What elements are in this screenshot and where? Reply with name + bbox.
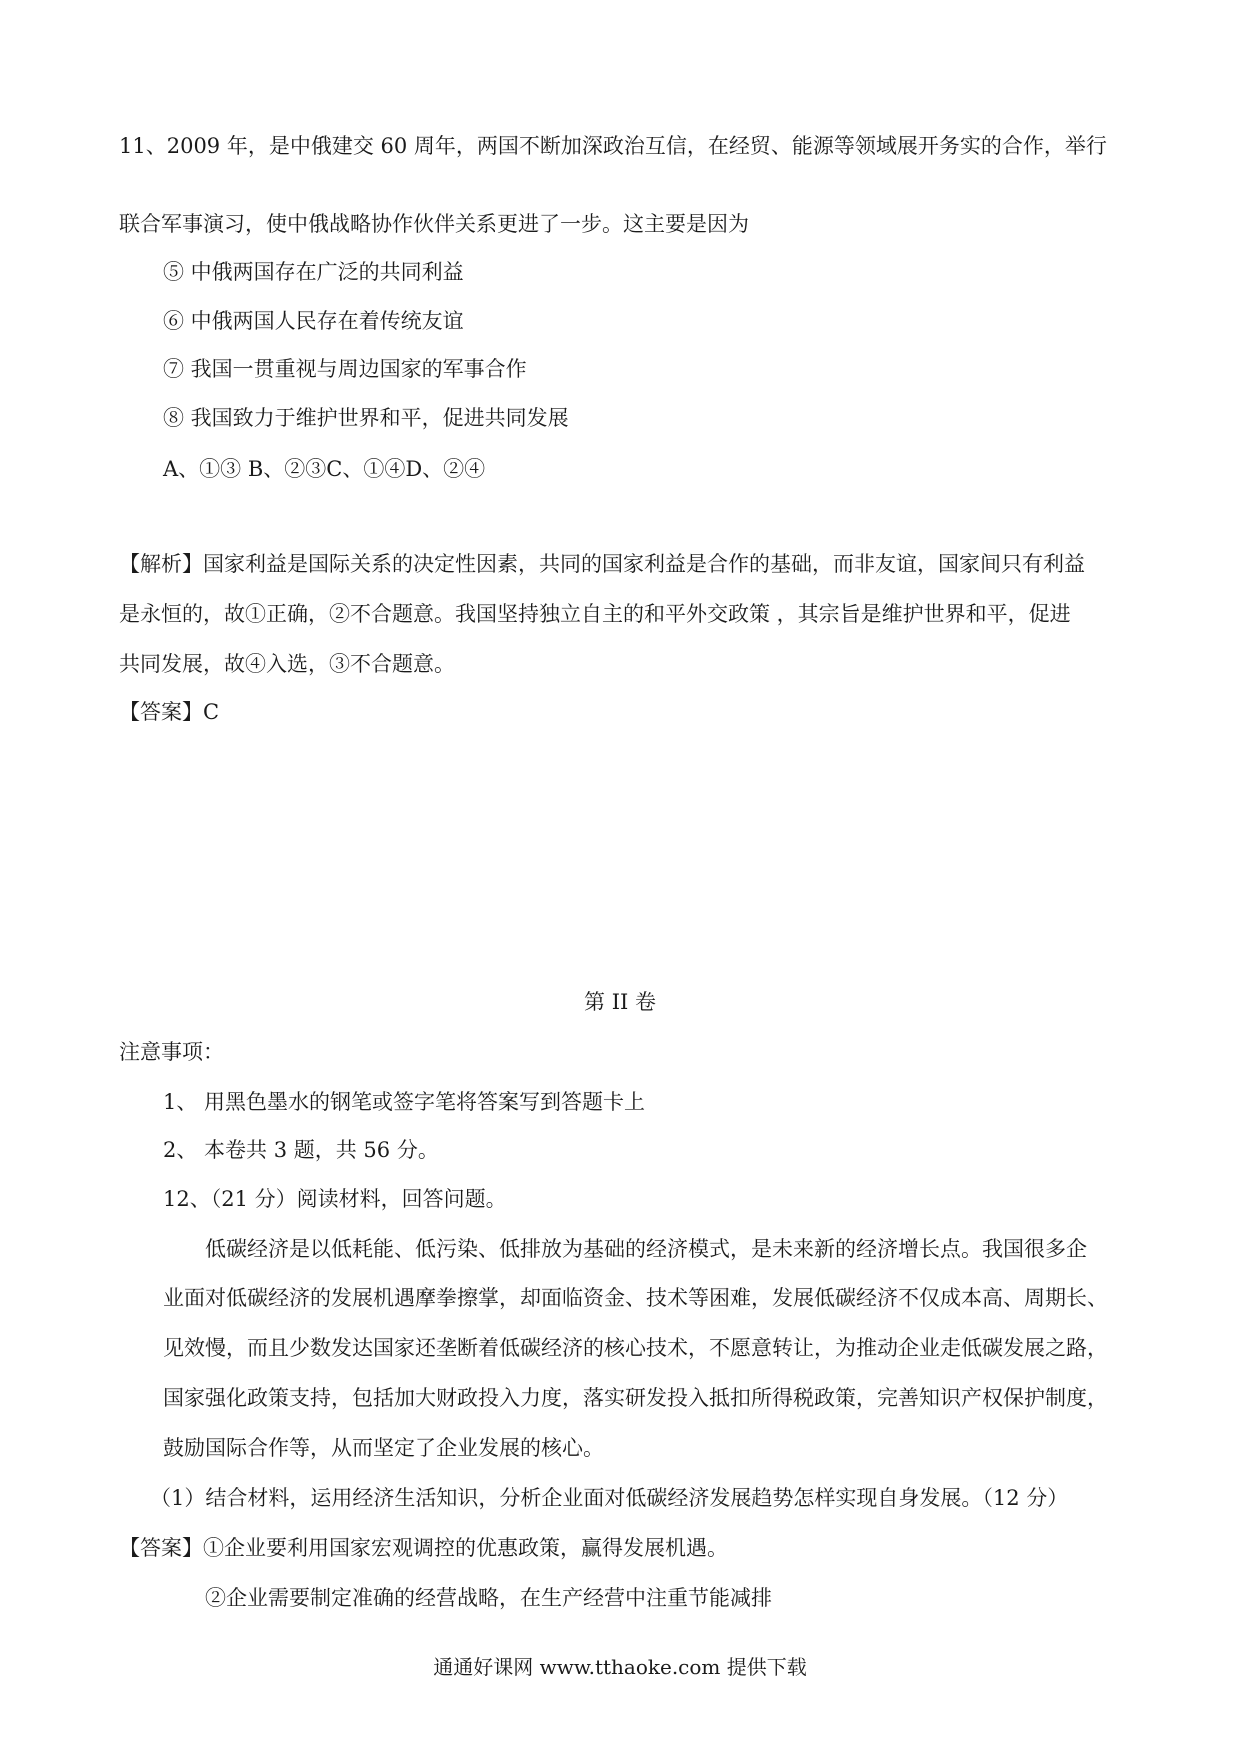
question-12-answer-continued: ②企业需要制定准确的经营战略，在生产经营中注重节能减排: [205, 1586, 772, 1610]
page-footer: 通通好课网 www.tthaoke.com 提供下载: [433, 1655, 807, 1679]
question-11-stem: 11、2009 年，是中俄建交 60 周年，两国不断加深政治互信，在经贸、能源等领域展开务实的合作，举行: [119, 134, 1107, 158]
question-12-material: 低碳经济是以低耗能、低污染、低排放为基础的经济模式，是未来新的经济增长点。我国很多企: [205, 1237, 1087, 1261]
notice-item: 1、 用黑色墨水的钢笔或签字笔将答案写到答题卡上: [163, 1090, 646, 1114]
notice-title: 注意事项：: [119, 1040, 224, 1064]
question-11-analysis: 【解析】国家利益是国际关系的决定性因素，共同的国家利益是合作的基础，而非友谊，国家间只有利益: [119, 552, 1085, 576]
question-12-material: 见效慢，而且少数发达国家还垄断着低碳经济的核心技术，不愿意转让，为推动企业走低碳发展之路，: [163, 1336, 1108, 1360]
question-11-choices: A、①③ B、②③C、①④D、②④: [163, 457, 486, 481]
question-11-option: ⑤ 中俄两国存在广泛的共同利益: [163, 260, 464, 284]
question-11-stem-continued: 联合军事演习，使中俄战略协作伙伴关系更进了一步。这主要是因为: [119, 212, 749, 236]
question-11-analysis: 共同发展，故④入选，③不合题意。: [119, 652, 455, 676]
question-12-material: 业面对低碳经济的发展机遇摩拳擦掌，却面临资金、技术等困难，发展低碳经济不仅成本高、周期长、: [163, 1286, 1108, 1310]
question-12-material: 国家强化政策支持，包括加大财政投入力度，落实研发投入抵扣所得税政策，完善知识产权保护制度，: [163, 1386, 1108, 1410]
question-12-head: 12、（21 分）阅读材料，回答问题。: [163, 1187, 507, 1211]
question-12-answer: 【答案】①企业要利用国家宏观调控的优惠政策，赢得发展机遇。: [119, 1536, 728, 1560]
notice-item: 2、 本卷共 3 题，共 56 分。: [163, 1138, 439, 1162]
question-11-option: ⑧ 我国致力于维护世界和平，促进共同发展: [163, 406, 569, 430]
question-12-sub-question: （1）结合材料，运用经济生活知识，分析企业面对低碳经济发展趋势怎样实现自身发展。（12 分）: [150, 1486, 1069, 1510]
section-title: 第 II 卷: [584, 990, 656, 1014]
question-11-analysis: 是永恒的，故①正确，②不合题意。我国坚持独立自主的和平外交政策 ，其宗旨是维护世界和平，促进: [119, 602, 1071, 626]
question-11-option: ⑥ 中俄两国人民存在着传统友谊: [163, 309, 464, 333]
question-11-option: ⑦ 我国一贯重视与周边国家的军事合作: [163, 357, 527, 381]
question-11-answer: 【答案】C: [119, 700, 220, 724]
question-12-material: 鼓励国际合作等，从而坚定了企业发展的核心。: [163, 1436, 604, 1460]
